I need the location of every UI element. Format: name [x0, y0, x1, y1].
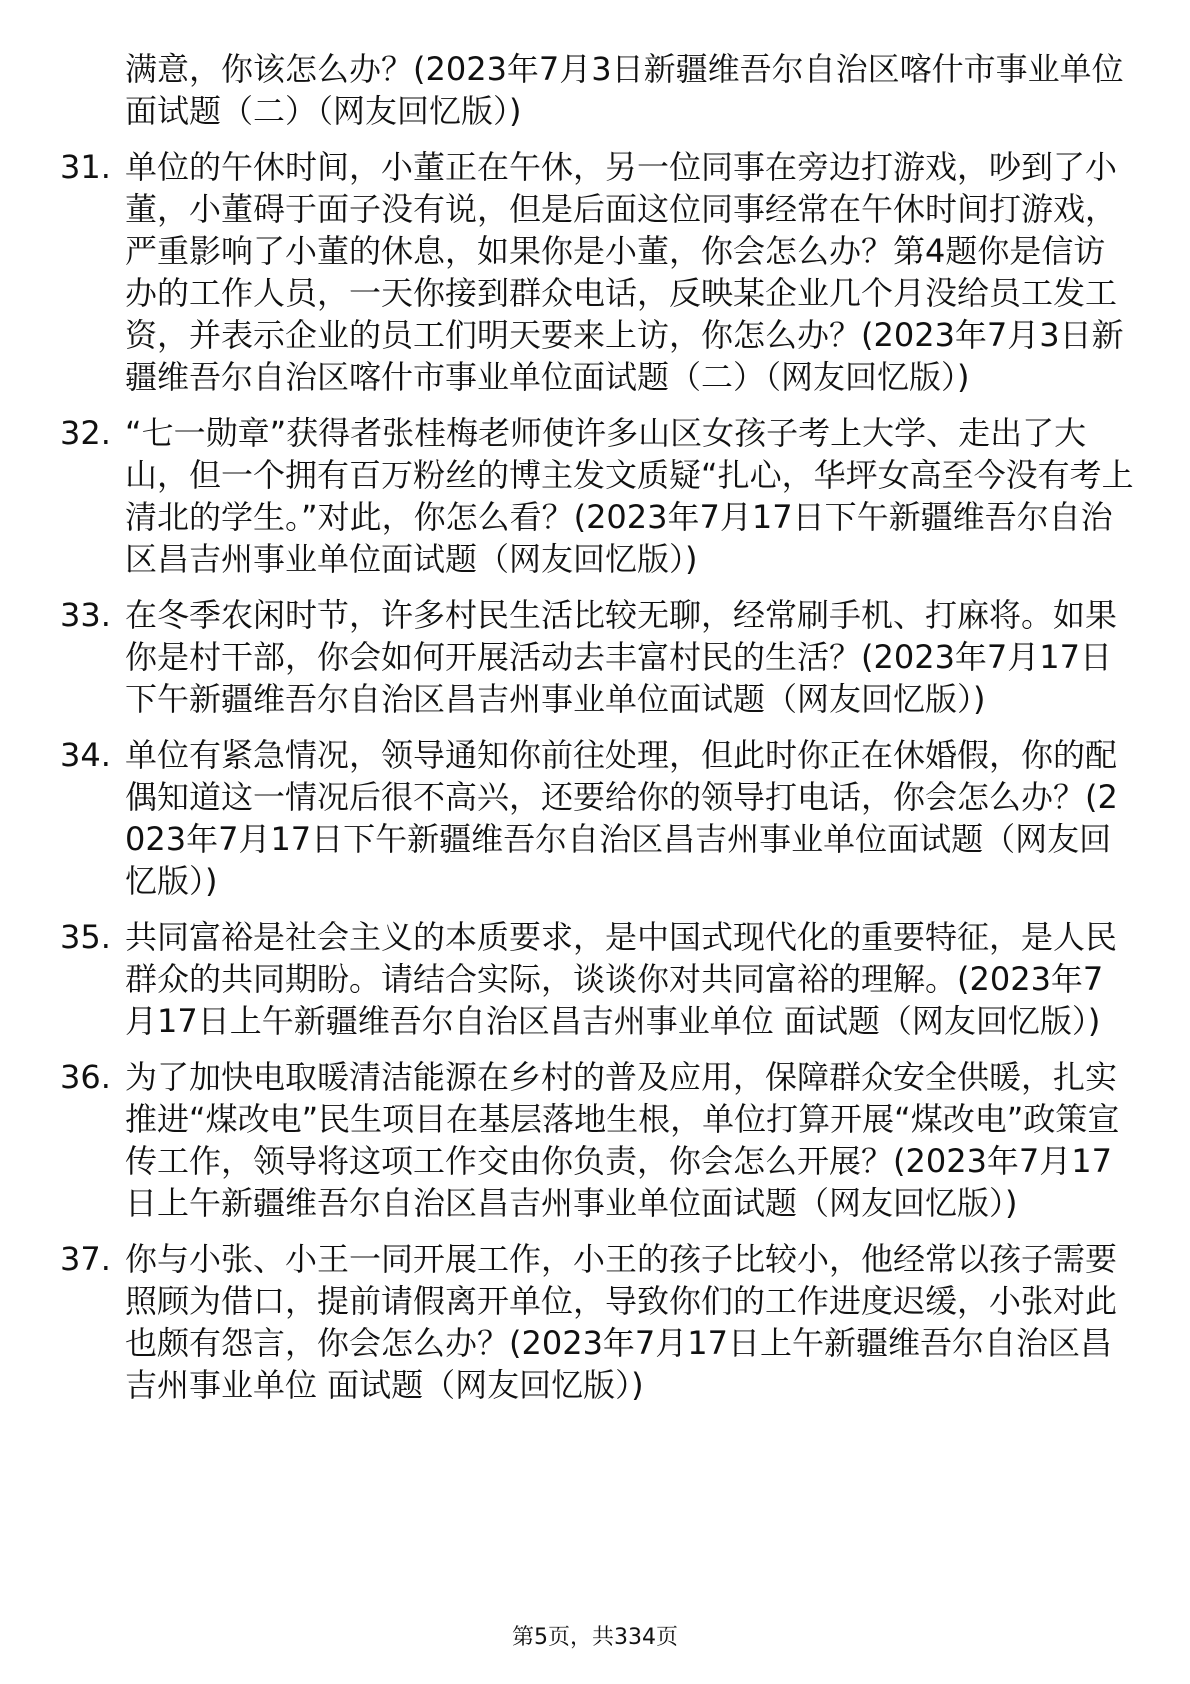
- question-number: 34.: [60, 736, 111, 774]
- question-item-31: [60, 146, 1135, 398]
- page-footer: [0, 1624, 1190, 1652]
- question-text: 满意，你该怎么办？(2023年7月3日新疆维吾尔自治区喀什市事业单位面试题（二）（网友回忆版）): [125, 50, 1124, 130]
- question-number: 32.: [60, 414, 111, 452]
- question-number: 35.: [60, 918, 111, 956]
- question-continuation: [60, 48, 1135, 132]
- question-text: 在冬季农闲时节，许多村民生活比较无聊，经常刷手机、打麻将。如果你是村干部，你会如何开展活动去丰富村民的生活？(2023年7月17日下午新疆维吾尔自治区昌吉州事业单位面试题（网友回忆版）): [125, 596, 1118, 718]
- document-body: [60, 48, 1135, 1420]
- question-text: 为了加快电取暖清洁能源在乡村的普及应用，保障群众安全供暖，扎实推进“煤改电”民生项目在基层落地生根，单位打算开展“煤改电”政策宣传工作，领导将这项工作交由你负责，你会怎么开展？(2023年7月17日上午新疆维吾尔自治区昌吉州事业单位面试题（网友回忆版）): [125, 1058, 1120, 1222]
- question-item-32: [60, 412, 1135, 580]
- question-item-35: [60, 916, 1135, 1042]
- page-number-label: 第5页，共334页: [512, 1625, 678, 1650]
- question-number: 33.: [60, 596, 111, 634]
- question-text: 共同富裕是社会主义的本质要求，是中国式现代化的重要特征，是人民群众的共同期盼。请结合实际，谈谈你对共同富裕的理解。(2023年7月17日上午新疆维吾尔自治区昌吉州事业单位 面试题（网友回忆版）): [125, 918, 1118, 1040]
- question-text: “七一勋章”获得者张桂梅老师使许多山区女孩子考上大学、走出了大山，但一个拥有百万粉丝的博主发文质疑“扎心，华坪女高至今没有考上清北的学生。”对此，你怎么看？(2023年7月17日下午新疆维吾尔自治区昌吉州事业单位面试题（网友回忆版）): [125, 414, 1134, 578]
- question-text: 单位的午休时间，小董正在午休，另一位同事在旁边打游戏，吵到了小董，小董碍于面子没有说，但是后面这位同事经常在午休时间打游戏，严重影响了小董的休息，如果你是小董，你会怎么办？第4题你是信访办的工作人员，一天你接到群众电话，反映某企业几个月没给员工发工资，并表示企业的员工们明天要来上访，你怎么办？(2023年7月3日新疆维吾尔自治区喀什市事业单位面试题（二）（网友回忆版）): [125, 148, 1124, 396]
- question-item-33: [60, 594, 1135, 720]
- question-number: 36.: [60, 1058, 111, 1096]
- question-text: 你与小张、小王一同开展工作，小王的孩子比较小，他经常以孩子需要照顾为借口，提前请假离开单位，导致你们的工作进度迟缓，小张对此也颇有怨言，你会怎么办？(2023年7月17日上午新疆维吾尔自治区昌吉州事业单位 面试题（网友回忆版）): [125, 1240, 1118, 1404]
- question-number: 37.: [60, 1240, 111, 1278]
- question-text: 单位有紧急情况，领导通知你前往处理，但此时你正在休婚假，你的配偶知道这一情况后很不高兴，还要给你的领导打电话，你会怎么办？(2023年7月17日下午新疆维吾尔自治区昌吉州事业单位面试题（网友回忆版）): [125, 736, 1118, 900]
- question-item-36: [60, 1056, 1135, 1224]
- question-item-34: [60, 734, 1135, 902]
- question-number: 31.: [60, 148, 111, 186]
- question-item-37: [60, 1238, 1135, 1406]
